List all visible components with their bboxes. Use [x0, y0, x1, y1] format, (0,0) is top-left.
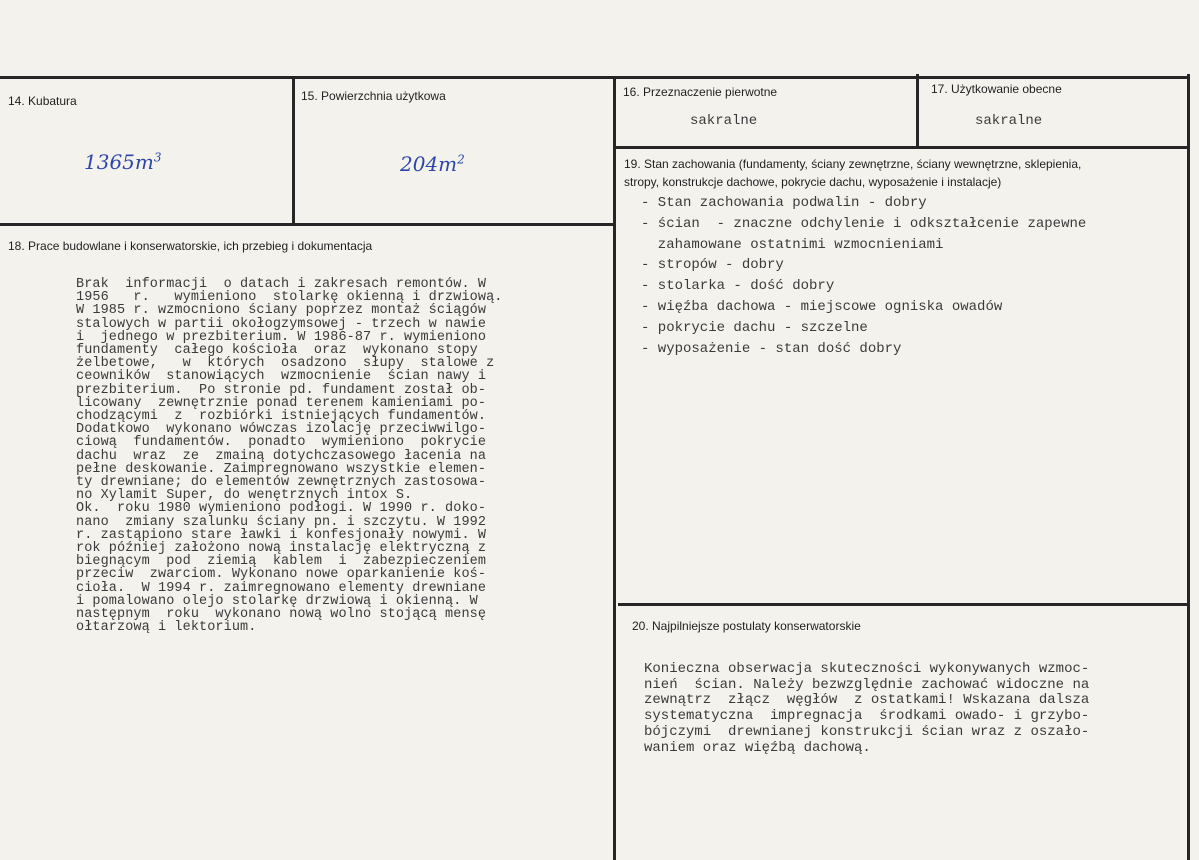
field-18-label: 18. Prace budowlane i konserwatorskie, ich przebieg i dokumentacja	[8, 239, 373, 253]
field-18-text-line: Brak informacji o datach i zakresach remontów. W	[76, 277, 487, 292]
divider-16-17	[916, 74, 919, 148]
field-18-text-line: W 1985 r. wzmocniono ściany poprzez montaż ściągów	[76, 303, 487, 319]
field-18-text-line: ołtarzową i lektorium.	[76, 620, 257, 636]
field-19-item-line: - wyposażenie - stan dość dobry	[641, 340, 902, 357]
field-19-item-line: - Stan zachowania podwalin - dobry	[641, 195, 927, 211]
field-18-text-line: prezbiterium. Po stronie pd. fundament został ob-	[76, 382, 487, 398]
field-19-label	[624, 155, 1081, 191]
field-20-text	[644, 662, 1089, 756]
field-15-value-text: 204m	[400, 152, 458, 176]
field-18-text-line: dachu wraz ze zmainą dotychczasowego łacenia na	[76, 448, 487, 464]
field-18-text-line: r. zastąpiono stare ławki i konfesjonały nowymi. W	[76, 527, 487, 543]
field-19-item-line: - stolarka - dość dobry	[641, 278, 835, 295]
field-18-text-line: rok później założono nową instalację elektryczną z	[76, 541, 487, 557]
field-19-item-line: - pokrycie dachu - szczelne	[641, 319, 868, 336]
field-20-text-line: nień ścian. Należy bezwzględnie zachować widoczne na	[644, 676, 1090, 693]
rule-under-16-17	[613, 146, 1190, 149]
field-18-text-line: i pomalowano olejo stolarkę drzwiową i okienną. W	[76, 593, 478, 609]
field-18-text-line: ciową fundamentów. ponadto wymieniono pokrycie	[76, 435, 487, 451]
field-18-text-line: 1956 r. wymieniono stolarkę okienną i drzwiową.	[76, 290, 503, 306]
field-18-text-line: następnym roku wykonano nową wolno stojącą mensę	[76, 607, 487, 623]
field-14-value	[84, 150, 162, 174]
divider-left-right	[613, 78, 616, 860]
field-20-text-line: bójczymi drewnianej konstrukcji ścian wraz z oszało-	[644, 723, 1090, 740]
rule-above-20	[618, 603, 1190, 606]
field-18-text-line: żelbetowe, w których osadzono słupy stalowe z	[76, 356, 495, 372]
right-edge-rule	[1187, 74, 1190, 860]
field-18-text-line: ty drewniane; do elementów zewnętrznych zastosowa-	[76, 475, 487, 491]
field-15-value	[400, 152, 465, 176]
field-18-text	[76, 278, 502, 634]
field-18-text-line: ceowników stanowiących wzmocnienie ścian nawy i	[76, 369, 487, 385]
field-18-text-line: Dodatkowo wykonano wówczas izolację przeciwwilgo-	[76, 422, 487, 438]
field-17-label: 17. Użytkowanie obecne	[931, 82, 1062, 96]
field-18-text-line: nano zmiany szalunku ściany pn. i szczytu. W 1992	[76, 514, 487, 530]
field-18-text-line: licowany zewnętrznie ponad terenem kamieniami po-	[76, 395, 487, 411]
field-19-item-line: zahamowane ostatnimi wzmocnieniami	[641, 236, 944, 253]
field-16-value: sakralne	[690, 113, 758, 129]
field-14-value-exponent: 3	[153, 150, 162, 165]
field-16-label: 16. Przeznaczenie pierwotne	[623, 85, 778, 99]
rule-under-14-15	[0, 223, 615, 226]
field-17-value: sakralne	[975, 113, 1043, 129]
field-19-label-line-1: 19. Stan zachowania (fundamenty, ściany zewnętrzne, ściany wewnętrzne, sklepienia,	[624, 157, 1082, 171]
divider-14-15	[292, 78, 295, 226]
field-14-value-text: 1365m	[84, 150, 154, 174]
field-18-text-line: Ok. roku 1980 wymieniono podłogi. W 1990 r. doko-	[76, 501, 487, 517]
field-18-text-line: przeciw zwarciom. Wykonano nowe oparkanienie koś-	[76, 567, 487, 583]
field-15-label: 15. Powierzchnia użytkowa	[301, 89, 446, 103]
field-19-label-line-2: stropy, konstrukcje dachowe, pokrycie dachu, wyposażenie i instalacje)	[624, 175, 1002, 189]
field-18-text-line: i jednego w prezbiterium. W 1986-87 r. wymieniono	[76, 329, 487, 345]
field-20-text-line: zewnątrz złącz węgłów z ostatkami! Wskazana dalsza	[644, 692, 1090, 709]
field-18-text-line: cioła. W 1994 r. zaimregnowano elementy drewniane	[76, 580, 487, 596]
field-18-text-line: fundamenty całego kościoła oraz wykonano stopy	[76, 343, 478, 359]
field-18-text-line: chodzącymi z rozbiórki istniejących fundamentów.	[76, 409, 487, 425]
field-19-item-line: - więźba dachowa - miejscowe ogniska owadów	[641, 298, 1003, 315]
field-15-value-exponent: 2	[457, 152, 465, 167]
field-19-text	[641, 193, 1086, 359]
field-18-text-line: biegnącym pod ziemią kablem i zabezpieczeniem	[76, 554, 487, 570]
field-19-item-line: - stropów - dobry	[641, 257, 784, 274]
field-19-item-line: - ścian - znaczne odchylenie i odkształcenie zapewne	[641, 215, 1087, 232]
field-20-label: 20. Najpilniejsze postulaty konserwatorskie	[632, 619, 861, 633]
field-14-label: 14. Kubatura	[8, 94, 77, 108]
field-20-text-line: Konieczna obserwacja skuteczności wykonywanych wzmoc-	[644, 661, 1090, 677]
field-18-text-line: pełne deskowanie. Zaimpregnowano wszystkie elemen-	[76, 461, 487, 477]
top-rule	[0, 76, 1190, 79]
field-20-text-line: systematyczna impregnacja środkami owado- i grzybo-	[644, 708, 1090, 725]
field-18-text-line: stalowych w partii okołogzymsowej - trzech w nawie	[76, 316, 487, 332]
field-20-text-line: waniem oraz więźbą dachową.	[644, 739, 871, 756]
field-18-text-line: no Xylamit Super, do wenętrznych intox S.	[76, 488, 413, 504]
